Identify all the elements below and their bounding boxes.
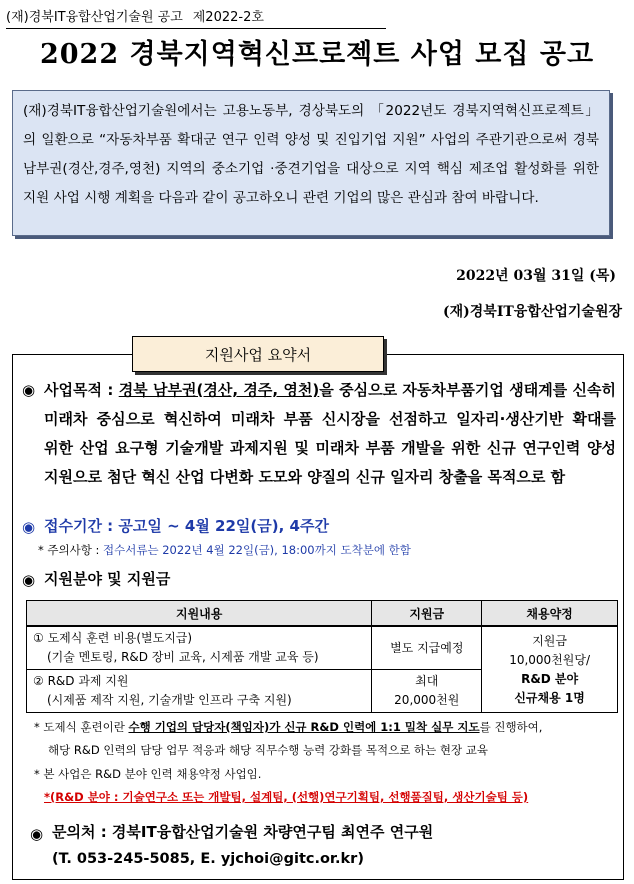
support-section bbox=[22, 566, 170, 595]
notice-org: (재)경북IT융합산업기술원 공고 bbox=[6, 9, 183, 25]
note-prefix: * 주의사항 : bbox=[38, 543, 100, 557]
hire-line: 신규채용 1명 bbox=[514, 690, 585, 705]
footnote-training-line2: 해당 R&D 인력의 담당 업무 적응과 해당 직무수행 능력 강화를 목적으로 하는 현장 교육 bbox=[48, 743, 488, 757]
support-heading: 지원분야 및 지원금 bbox=[44, 570, 171, 588]
bullet-icon: ◉ bbox=[22, 571, 36, 589]
footnote-training: * 도제식 훈련이란 수행 기업의 담당자(책임자)가 신규 R&D 인력에 1:1 밀착 실무 지도를 진행하여, bbox=[34, 720, 543, 734]
purpose-text bbox=[44, 376, 616, 492]
hire-line: R&D 분야 bbox=[521, 671, 579, 686]
notice-number: 제2022-2호 bbox=[192, 9, 264, 25]
application-period: 접수기간 : 공고일 ~ 4월 22일(금), 4주간 bbox=[44, 517, 329, 535]
bullet-icon: ◉ bbox=[30, 825, 44, 843]
amount-cell: 최대 20,000천원 bbox=[372, 670, 482, 713]
purpose-label: 사업목적 : bbox=[44, 381, 114, 399]
bullet-icon: ◉ bbox=[22, 518, 36, 536]
table-header: 채용약정 bbox=[482, 601, 618, 627]
intro-box: (재)경북IT융합산업기술원에서는 고용노동부, 경상북도의 「2022년도 경북지역혁신프로젝트」의 일환으로 “자동차부품 확대군 연구 인력 양성 및 진입기업 지원” 사업의 주관기관으로써 경북 남부권(경산,경주,영천) 지역의 중소기업 ·중견기업을 대상으로 지역 핵심 제조업 활성화를 위한 지원 사업 시행 계획을 다음과 같이 공고하오니 관련 기업의 많은 관심과 참여 바랍니다. bbox=[12, 90, 610, 236]
purpose-region: 경북 남부권(경산, 경주, 영천) bbox=[118, 381, 320, 399]
notice-date: 2022년 03월 31일 (목) bbox=[456, 268, 616, 284]
support-table bbox=[26, 600, 618, 713]
hire-cell bbox=[482, 626, 618, 713]
row-detail: (시제품 제작 지원, 기술개발 인프라 구축 지원) bbox=[47, 693, 292, 707]
summary-title: 지원사업 요약서 bbox=[132, 336, 384, 372]
footnote-highlight: 수행 기업의 담당자(책임자)가 신규 R&D 인력에 1:1 밀착 실무 지도 bbox=[128, 720, 480, 734]
row-detail: (기술 멘토링, R&D 장비 교육, 시제품 개발 교육 등) bbox=[47, 650, 319, 664]
issuer: (재)경북IT융합산업기술원장 bbox=[443, 304, 622, 320]
row-title: ② R&D 과제 지원 bbox=[33, 674, 129, 688]
footnote-rnd-fields: *(R&D 분야 : 기술연구소 또는 개발팀, 설계팀, (선행)연구기획팀, 선행품질팀, 생산기술팀 등) bbox=[44, 790, 529, 804]
page-title: 2022 경북지역혁신프로젝트 사업 모집 공고 bbox=[39, 39, 595, 70]
contact-section bbox=[30, 820, 433, 849]
purpose-section bbox=[22, 376, 620, 492]
table-header: 지원내용 bbox=[27, 601, 372, 627]
period-section bbox=[22, 513, 329, 542]
period-note bbox=[38, 542, 411, 558]
support-content-cell bbox=[27, 670, 372, 713]
contact-detail: (T. 053-245-5085, E. yjchoi@gitc.or.kr) bbox=[52, 851, 364, 867]
footnote-hiring: * 본 사업은 R&D 분야 인력 채용약정 사업임. bbox=[34, 767, 262, 781]
support-content-cell bbox=[27, 626, 372, 670]
table-header-row bbox=[27, 601, 618, 627]
notice-header bbox=[6, 3, 264, 27]
table-row bbox=[27, 626, 618, 670]
contact-text: 문의처 : 경북IT융합산업기술원 차량연구팀 최연주 연구원 bbox=[52, 823, 434, 841]
amount-cell: 별도 지급예정 bbox=[372, 626, 482, 670]
table-header: 지원금 bbox=[372, 601, 482, 627]
hire-line: 지원금 bbox=[532, 633, 567, 648]
note-text: 접수서류는 2022년 4월 22일(금), 18:00까지 도착분에 한함 bbox=[103, 543, 411, 557]
header-divider bbox=[6, 28, 386, 29]
hire-line: 10,000천원당/ bbox=[509, 652, 590, 667]
bullet-icon: ◉ bbox=[22, 381, 36, 399]
row-title: ① 도제식 훈련 비용(별도지급) bbox=[33, 631, 193, 645]
purpose-body: 을 중심으로 자동차부품기업 생태계를 신속히 미래차 중심으로 혁신하여 미래차 부품 신시장을 선점하고 일자리·생산기반 확대를 위한 산업 요구형 기술개발 과제지원 및 미래차 부품 개발을 위한 신규 연구인력 양성 지원으로 첨단 혁신 산업 다변화 도모와 양질의 신규 일자리 창출을 목적으로 함 bbox=[44, 381, 617, 486]
